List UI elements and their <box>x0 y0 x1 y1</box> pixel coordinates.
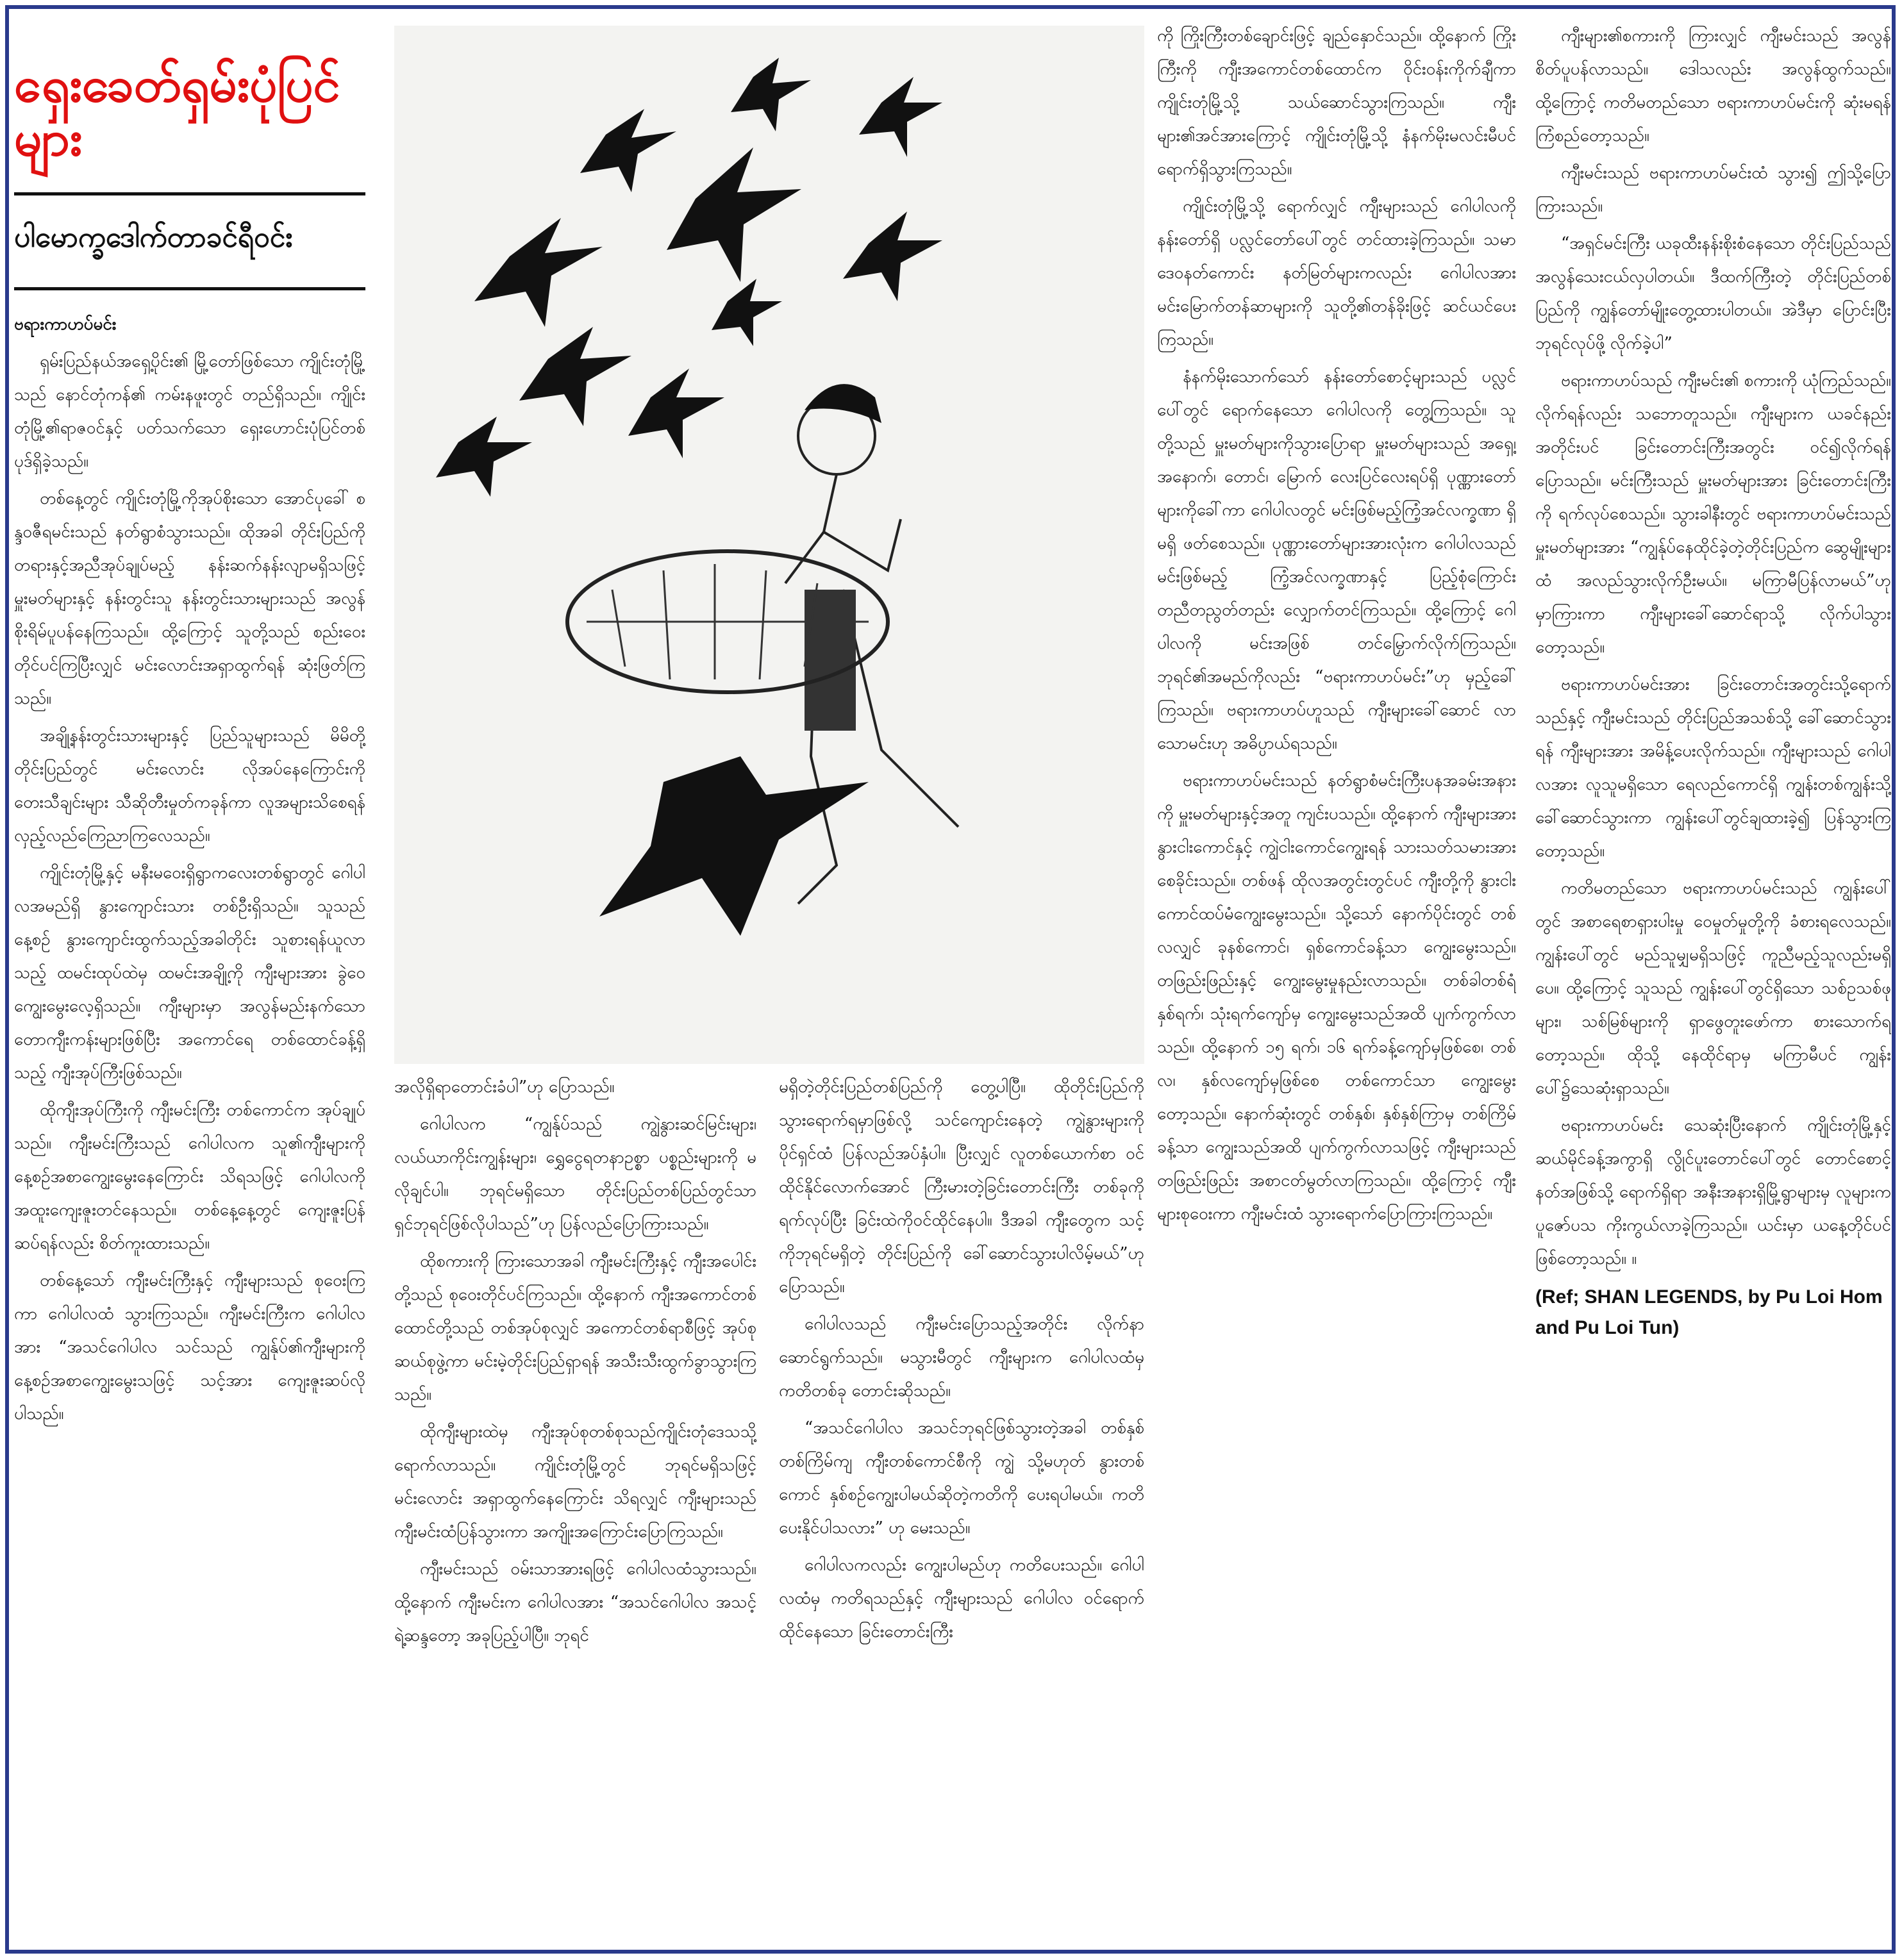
paragraph: “အသင်ဂေါပါလ အသင်ဘုရင်ဖြစ်သွားတဲ့အခါ တစ်နှစ်တစ်ကြိမ်ကျ ကျီးတစ်ကောင်စီကို ကျွဲ သို့မဟုတ် နွားတစ်ကောင် နှစ်စဉ်ကျွေးပါမယ်ဆိုတဲ့ကတိကို ပေးရပါမယ်။ ကတိပေးနိုင်ပါသလား” ဟု မေးသည်။ <box>779 1418 1144 1538</box>
illustration-svg <box>394 26 1144 1064</box>
column-4 <box>1157 19 1516 1939</box>
paragraph: နံနက်မိုးသောက်သော် နန်းတော်စောင့်များသည် ပလ္လင်ပေါ်တွင် ရောက်နေသော ဂေါပါလကို တွေ့ကြသည်။ သူတို့သည် မှူးမတ်များကိုသွားပြောရာ မှူးမတ်များသည် အရှေ့၊ အနောက်၊ တောင်၊ မြောက် လေးပြင်လေးရပ်ရှိ ပုဏ္ဏားတော်များကိုခေါ်ကာ ဂေါပါလတွင် မင်းဖြစ်မည့်ကြံ့အင်လက္ခဏာ ရှိ မရှိ ဖတ်စေသည်။ ပုဏ္ဏားတော်များအားလုံးက ဂေါပါလသည် မင်းဖြစ်မည့် ကြံ့အင်လက္ခဏာနှင့် ပြည့်စုံကြောင်း တညီတညွတ်တည်း လျှောက်တင်ကြသည်။ ထို့ကြောင့် ဂေါပါလကို မင်းအဖြစ် တင်မြှောက်လိုက်ကြသည်။ ဘုရင်၏အမည်ကိုလည်း “ဗရားကာဟပ်မင်း”ဟု မှည့်ခေါ်ကြသည်။ ဗရားကာဟပ်ဟူသည် ကျီးများခေါ်ဆောင် လာသောမင်းဟု အဓိပ္ပာယ်ရသည်။ <box>1157 367 1516 753</box>
paragraph: အလိုရှိရာတောင်းခံပါ”ဟု ပြောသည်။ <box>394 1077 615 1097</box>
crow-icon <box>599 756 869 936</box>
paragraph: ဗရားကာဟပ်မင်းသည် နတ်ရွာစံမင်းကြီးပနအခမ်းအနားကို မှူးမတ်များနှင့်အတူ ကျင်းပသည်။ ထို့နောက် ကျီးများအား နွားငါးကောင်နှင့် ကျွဲငါးကောင်ကျွေးရန် သားသတ်သမားအား စေခိုင်းသည်။ တစ်ဖန် ထိုလအတွင်းတွင်ပင် ကျီးတို့ကို နွားငါးကောင်ထပ်မံကျွေးမွေးသည်။ သို့သော် နောက်ပိုင်းတွင် တစ်လလျှင် ခုနစ်ကောင်၊ ရှစ်ကောင်ခန့်သာ ကျွေးမွေးသည်။ တဖြည်းဖြည်းနှင့် ကျွေးမွေးမှုနည်းလာသည်။ တစ်ခါတစ်ရံ နှစ်ရက်၊ သုံးရက်ကျော်မှ ကျွေးမွေးသည်အထိ ပျက်ကွက်လာသည်။ ထို့နောက် ၁၅ ရက်၊ ၁၆ ရက်ခန့်ကျော်မှဖြစ်စေ၊ တစ်လ၊ နှစ်လကျော်မှဖြစ်စေ တစ်ကောင်သာ ကျွေးမွေးတော့သည်။ နောက်ဆုံးတွင် တစ်နှစ်၊ နှစ်နှစ်ကြာမှ တစ်ကြိမ်ခန့်သာ ကျွေးသည်အထိ ပျက်ကွက်လာသဖြင့် ကျီးများသည် တဖြည်းဖြည်း အစာငတ်မွတ်လာကြသည်။ ထို့ကြောင့် ကျီးများစုဝေးကာ ကျီးမင်းထံ သွားရောက်ပြောကြားကြသည်။ <box>1157 771 1516 1224</box>
paragraph: ဗရားကာဟပ်သည် ကျီးမင်း၏ စကားကို ယုံကြည်သည်။ လိုက်ရန်လည်း သဘောတူသည်။ ကျီးများက ယခင်နည်းအတိုင်းပင် ခြင်းတောင်းကြီးအတွင်း ဝင်၍လိုက်ရန်ပြောသည်။ မင်းကြီးသည် မှူးမတ်များအား ခြင်းတောင်းကြီးကို ရက်လုပ်စေသည်။ သွားခါနီးတွင် ဗရားကာဟပ်မင်းသည် မှူးမတ်များအား “ကျွန်ုပ်နေထိုင်ခဲ့တဲ့တိုင်းပြည်က ဆွေမျိုးများထံ အလည်သွားလိုက်ဦးမယ်။ မကြာမီပြန်လာမယ်”ဟု မှာကြားကာ ကျီးများခေါ်ဆောင်ရာသို့ လိုက်ပါသွားတော့သည်။ <box>1535 371 1891 657</box>
paragraph: ကျီးမင်းသည် ဝမ်းသာအားရဖြင့် ဂေါပါလထံသွားသည်။ ထို့နောက် ကျီးမင်းက ဂေါပါလအား “အသင်ဂေါပါလ အသင့်ရဲ့ဆန္ဒတော့ အခုပြည့်ပါပြီ။ ဘုရင် <box>394 1559 756 1645</box>
paragraph: ကျီးမင်းသည် ဗရားကာဟပ်မင်းထံ သွား၍ ဤသို့ပြောကြားသည်။ <box>1535 163 1891 216</box>
paragraph: ကျိုင်းတုံမြို့နှင့် မနီးမဝေးရှိရွာကလေးတစ်ရွာတွင် ဂေါပါလအမည်ရှိ နွားကျောင်းသား တစ်ဦးရှိသည်။ သူသည် နေ့စဉ် နွားကျောင်းထွက်သည့်အခါတိုင်း သူစားရန်ယူလာသည့် ထမင်းထုပ်ထဲမှ ထမင်းအချို့ကို ကျီးများအား ခွဲဝေကျွေးမွေးလေ့ရှိသည်။ ကျီးများမှာ အလွန်မည်းနက်သော တောကျီးကန်းများဖြစ်ပြီး အကောင်ရေ တစ်ထောင်ခန့်ရှိသည့် ကျီးအုပ်ကြီးဖြစ်သည်။ <box>14 863 365 1083</box>
paragraph: မရှိတဲ့တိုင်းပြည်တစ်ပြည်ကို တွေ့ပါပြီ။ ထိုတိုင်းပြည်ကို သွားရောက်ရမှာဖြစ်လို့ သင်ကျောင်းနေတဲ့ ကျွဲနွားများကို ပိုင်ရှင်ထံ ပြန်လည်အပ်နှံပါ။ ပြီးလျှင် လူတစ်ယောက်စာ ဝင်ထိုင်နိုင်လောက်အောင် ကြီးမားတဲ့ခြင်းတောင်းကြီး တစ်ခုကို ရက်လုပ်ပြီး ခြင်းထဲကိုဝင်ထိုင်နေပါ။ ဒီအခါ ကျီးတွေက သင့်ကိုဘုရင်မရှိတဲ့ တိုင်းပြည်ကို ခေါ်ဆောင်သွားပါလိမ့်မယ်”ဟုပြောသည်။ <box>779 1077 1144 1297</box>
paragraph: ကျီးများ၏စကားကို ကြားလျှင် ကျီးမင်းသည် အလွန်စိတ်ပူပန်လာသည်။ ဒေါသလည်း အလွန်ထွက်သည်။ ထို့ကြောင့် ကတိမတည်သော ဗရားကာဟပ်မင်းကို ဆုံးမရန်ကြံစည်တော့သည်။ <box>1535 26 1891 145</box>
paragraph: ဂေါပါလကလည်း ကျွေးပါမည်ဟု ကတိပေးသည်။ ဂေါပါလထံမှ ကတိရသည်နှင့် ကျီးများသည် ဂေါပါလ ဝင်ရောက်ထိုင်နေသော ခြင်းတောင်းကြီး <box>779 1556 1144 1641</box>
article-author: ပါမောက္ခဒေါက်တာခင်ရီဝင်း <box>14 221 293 254</box>
column-1 <box>14 308 365 1936</box>
flock-of-crows-icon <box>436 58 942 497</box>
paragraph: ကျိုင်းတုံမြို့သို့ ရောက်လျှင် ကျီးများသည် ဂေါပါလကို နန်းတော်ရှိ ပလ္လင်တော်ပေါ်တွင် တင်ထားခဲ့ကြသည်။ သမာဒေဝနတ်ကောင်း နတ်မြတ်များကလည်း ဂေါပါလအား မင်းမြောက်တန်ဆာများကို သူတို့၏တန်ခိုးဖြင့် ဆင်ယင်ပေးကြသည်။ <box>1157 197 1516 349</box>
paragraph: ဂေါပါလသည် ကျီးမင်းပြောသည့်အတိုင်း လိုက်နာဆောင်ရွက်သည်။ မသွားမီတွင် ကျီးများက ဂေါပါလထံမှ ကတိတစ်ခု တောင်းဆိုသည်။ <box>779 1315 1144 1400</box>
paragraph: တစ်နေ့တွင် ကျိုင်းတုံမြို့ကိုအုပ်စိုးသော အောင်ပုခေါ် စန္ဒဝဇီရမင်းသည် နတ်ရွာစံသွားသည်။ ထိုအခါ တိုင်းပြည်ကို တရားနှင့်အညီအုပ်ချုပ်မည့် နန်းဆက်နန်းလျာမရှိသဖြင့် မှူးမတ်များနှင့် နန်းတွင်းသူ နန်းတွင်းသားများသည် အလွန်စိုးရိမ်ပူပန်နေကြသည်။ ထို့ကြောင့် သူတို့သည် စည်းဝေးတိုင်ပင်ကြပြီးလျှင် မင်းလောင်းအရှာထွက်ရန် ဆုံးဖြတ်ကြသည်။ <box>14 489 365 708</box>
column-2 <box>394 1070 756 1942</box>
author-rule <box>14 287 365 290</box>
column-5 <box>1535 19 1891 1939</box>
paragraph: ဂေါပါလက “ကျွန်ုပ်သည် ကျွဲနွားဆင်မြင်းများ၊ လယ်ယာကိုင်းကျွန်းများ၊ ရွှေငွေရတနာဥစ္စာ ပစ္စည်းများကို မလိုချင်ပါ။ ဘုရင်မရှိသော တိုင်းပြည်တစ်ပြည်တွင်သာ ရှင်ဘုရင်ဖြစ်လိုပါသည်”ဟု ပြန်လည်ပြောကြားသည်။ <box>394 1115 756 1234</box>
reference-note: (Ref; SHAN LEGENDS, by Pu Loi Hom and Pu Loi Tun) <box>1535 1286 1883 1338</box>
title-rule <box>14 192 365 195</box>
section-heading: ဗရားကာဟပ်မင်း <box>14 315 117 334</box>
paragraph: ဗရားကာဟပ်မင်းအား ခြင်းတောင်းအတွင်းသို့ရောက်သည်နှင့် ကျီးမင်းသည် တိုင်းပြည်အသစ်သို့ ခေါ်ဆောင်သွားရန် ကျီးများအား အမိန့်ပေးလိုက်သည်။ ကျီးများသည် ဂေါပါလအား လူသူမရှိသော ရေလည်ကောင်ရှိ ကျွန်းတစ်ကျွန်းသို့ ခေါ်ဆောင်သွားကာ ကျွန်းပေါ်တွင်ချထားခဲ့၍ ပြန်သွားကြတော့သည်။ <box>1535 675 1891 861</box>
paragraph: ကတိမတည်သော ဗရားကာဟပ်မင်းသည် ကျွန်းပေါ်တွင် အစာရေစာရှားပါးမှု ဝေမှုတ်မှုတို့ကို ခံစားရလေသည်။ ကျွန်းပေါ်တွင် မည်သူမျှမရှိသဖြင့် ကူညီမည့်သူလည်းမရှိပေ။ ထို့ကြောင့် သူသည် ကျွန်းပေါ်တွင်ရှိသော သစ်ဥသစ်ဖုများ၊ သစ်မြစ်များကို ရှာဖွေတူးဖော်ကာ စားသောက်ရတော့သည်။ ထိုသို့ နေထိုင်ရာမှ မကြာမီပင် ကျွန်းပေါ်၌သေဆုံးရှာသည်။ <box>1535 879 1891 1098</box>
paragraph: ကို ကြိုးကြီးတစ်ချောင်းဖြင့် ချည်နှောင်သည်။ ထို့နောက် ကြိုးကြီးကို ကျီးအကောင်တစ်ထောင်က ဝိုင်းဝန်းကိုက်ချီကာ ကျိုင်းတုံမြို့သို့ သယ်ဆောင်သွားကြသည်။ ကျီးများ၏အင်အားကြောင့် ကျိုင်းတုံမြို့သို့ နံနက်မိုးမလင်းမီပင် ရောက်ရှိသွားကြသည်။ <box>1157 26 1516 179</box>
paragraph: ရှမ်းပြည်နယ်အရှေ့ပိုင်း၏ မြို့တော်ဖြစ်သော ကျိုင်းတုံမြို့သည် နောင်တုံကန်၏ ကမ်းနဖူးတွင် တည်ရှိသည်။ ကျိုင်းတုံမြို့၏ရာဇဝင်နှင့် ပတ်သက်သော ရှေးဟောင်းပုံပြင်တစ်ပုဒ်ရှိခဲ့သည်။ <box>14 352 365 471</box>
paragraph: “အရှင်မင်းကြီး ယခုထီးနန်းစိုးစံနေသော တိုင်းပြည်သည် အလွန်သေးငယ်လှပါတယ်။ ဒီထက်ကြီးတဲ့ တိုင်းပြည်တစ်ပြည်ကို ကျွန်တော်မျိုးတွေ့ထားပါတယ်။ အဲဒီမှာ ပြောင်းပြီးဘုရင်လုပ်ဖို့ လိုက်ခဲ့ပါ” <box>1535 234 1891 353</box>
paragraph: တစ်နေ့သော် ကျီးမင်းကြီးနှင့် ကျီးများသည် စုဝေးကြကာ ဂေါပါလထံ သွားကြသည်။ ကျီးမင်းကြီးက ဂေါပါလအား “အသင်ဂေါပါလ သင်သည် ကျွန်ုပ်၏ကျီးများကို နေ့စဉ်အစာကျွေးမွေးသဖြင့် သင့်အား ကျေးဇူးဆပ်လိုပါသည်။ <box>14 1271 365 1424</box>
story-illustration <box>394 26 1144 1064</box>
article-title: ရှေးခေတ်ရှမ်းပုံပြင်များ <box>14 56 340 167</box>
paragraph: ထိုကျီးများထဲမှ ကျီးအုပ်စုတစ်စုသည်ကျိုင်းတုံဒေသသို့ရောက်လာသည်။ ကျိုင်းတုံမြို့တွင် ဘုရင်မရှိသဖြင့် မင်းလောင်း အရှာထွက်နေကြောင်း သိရလျှင် ကျီးများသည် ကျီးမင်းထံပြန်သွားကာ အကျိုးအကြောင်းပြောကြသည်။ <box>394 1422 756 1541</box>
paragraph: ထိုစကားကို ကြားသောအခါ ကျီးမင်းကြီးနှင့် ကျီးအပေါင်းတို့သည် စုဝေးတိုင်ပင်ကြသည်။ ထို့နောက် ကျီးအကောင်တစ်ထောင်တို့သည် တစ်အုပ်စုလျှင် အကောင်တစ်ရာစီဖြင့် အုပ်စုဆယ်စုဖွဲ့ကာ မင်းမဲ့တိုင်းပြည်ရှာရန် အသီးသီးထွက်ခွာသွားကြသည်။ <box>394 1252 756 1404</box>
paragraph: ထိုကျီးအုပ်ကြီးကို ကျီးမင်းကြီး တစ်ကောင်က အုပ်ချုပ်သည်။ ကျီးမင်းကြီးသည် ဂေါပါလက သူ၏ကျီးများကို နေ့စဉ်အစာကျွေးမွေးနေကြောင်း သိရသဖြင့် ဂေါပါလကို အထူးကျေးဇူးတင်နေသည်။ တစ်နေ့နေ့တွင် ကျေးဇူးပြန်ဆပ်ရန်လည်း စိတ်ကူးထားသည်။ <box>14 1100 365 1253</box>
column-3 <box>779 1070 1144 1942</box>
paragraph: အချို့နန်းတွင်းသားများနှင့် ပြည်သူများသည် မိမိတို့တိုင်းပြည်တွင် မင်းလောင်း လိုအပ်နေကြောင်းကို တေးသီချင်းများ သီဆိုတီးမှုတ်ကခုန်ကာ လူအများသိစေရန် လှည့်လည်ကြေညာကြလေသည်။ <box>14 726 365 845</box>
paragraph: ဗရားကာဟပ်မင်း သေဆုံးပြီးနောက် ကျိုင်းတုံမြို့နှင့် ဆယ်မိုင်ခန့်အကွာရှိ လွိုင်ပူးတောင်ပေါ်တွင် တောင်စောင့်နတ်အဖြစ်သို့ ရောက်ရှိရာ အနီးအနားရှိမြို့ရွာများမှ လူများက ပူဇော်ပသ ကိုးကွယ်လာခဲ့ကြသည်။ ယင်းမှာ ယနေ့တိုင်ပင်ဖြစ်တော့သည်။ ။ <box>1535 1116 1891 1268</box>
